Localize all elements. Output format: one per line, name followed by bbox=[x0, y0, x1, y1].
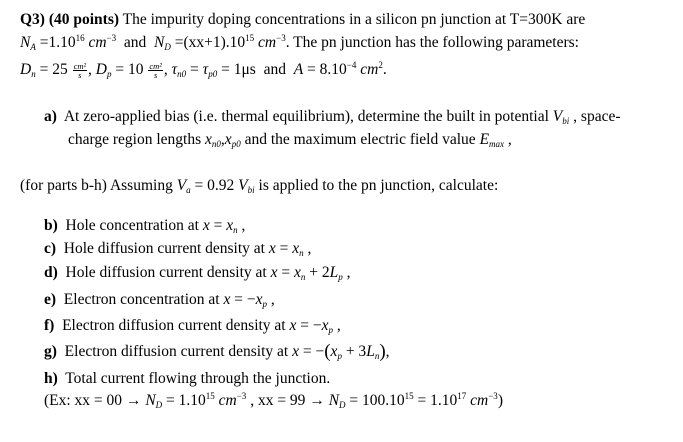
part-d: d) Hole diffusion current density at $x = x_n + 2L_p$ , bbox=[44, 264, 351, 282]
question-number: Q3) bbox=[20, 11, 45, 28]
part-f-text: Electron diffusion current density at bbox=[62, 317, 286, 334]
part-b-text: Hole concentration at bbox=[65, 217, 199, 234]
params-intro: . The pn junction has the following parameters: bbox=[285, 34, 579, 51]
tau-value: = 1μs bbox=[221, 61, 256, 78]
example-exp-1: 15 bbox=[205, 391, 215, 401]
question-header-line-2: $N_A =1.10^{16}$ $cm^{-3}$ and $N_D =(xx+1).10^{15}$ $cm^{-3}$. The pn junction has the following parameters: bbox=[20, 33, 579, 52]
na-value: =1.10 bbox=[39, 34, 76, 51]
na-unit-exponent: −3 bbox=[106, 33, 117, 43]
part-e: e) Electron concentration at $x = -x_p$ , bbox=[44, 291, 275, 309]
example-start: (Ex: xx = 00 bbox=[44, 392, 123, 409]
part-b: b) Hole concentration at $x = x_n$ , bbox=[44, 217, 246, 235]
part-a-line-1: a) At zero-applied bias (i.e. thermal equilibrium), determine the built in potential $V_{bi}$ , space- bbox=[44, 108, 621, 126]
example-unit-1: cm bbox=[218, 392, 237, 409]
dp-unit-fraction: $\frac{\text{cm²}}{s}$ bbox=[149, 60, 162, 80]
na-unit: cm bbox=[88, 34, 107, 51]
part-a-text-mid: and the maximum electric field value bbox=[244, 131, 476, 148]
part-a-label: a) bbox=[44, 108, 57, 125]
applied-voltage-value: = 0.92 bbox=[194, 177, 235, 194]
part-b-label: b) bbox=[44, 217, 58, 234]
nd-unit-exponent: −3 bbox=[276, 33, 286, 43]
dn-value: = 25 bbox=[39, 61, 68, 78]
example-unit-exp-1: −3 bbox=[236, 391, 247, 401]
part-g-text: Electron diffusion current density at bbox=[64, 343, 289, 360]
part-h-label: h) bbox=[44, 370, 58, 387]
question-intro: The impurity doping concentrations in a silicon pn junction at T=300K are bbox=[122, 11, 586, 28]
part-g-plus: + 3 bbox=[345, 343, 367, 360]
area-exponent: −4 bbox=[346, 60, 357, 70]
part-a-line-2: charge region lengths $x_{n0},x_{p0}$ and the maximum electric field value $E_{max}$ , bbox=[68, 131, 512, 149]
example-unit-exp-2: −3 bbox=[488, 391, 498, 401]
assumption-line: (for parts b-h) Assuming $V_a = 0.92$ $V_{bi}$ is applied to the pn junction, calculate: bbox=[20, 177, 499, 195]
part-d-text: Hole diffusion current density at bbox=[65, 264, 267, 281]
area-unit: cm bbox=[360, 61, 379, 78]
question-header-line-3: $D_n = 25$ $\frac{\text{cm²}}{s}$ , $D_p = 10$ $\frac{\text{cm²}}{s}$ , $\tau_{n0} = \tau_{p0} = 1\mu s$ and $A = 8.10^{-4}$ $cm^2$. bbox=[20, 60, 387, 80]
assumption-text: (for parts b-h) Assuming bbox=[20, 177, 173, 194]
example-end: ) bbox=[497, 392, 503, 409]
part-h bbox=[44, 369, 330, 389]
and-text-1: and bbox=[123, 34, 147, 51]
part-d-label: d) bbox=[44, 264, 58, 281]
nd-value: =(xx+1).10 bbox=[174, 34, 246, 51]
example-line: (Ex: xx = $00 \to N_D = 1.10^{15}$ $cm^{-3}$ , xx = $99 \to N_D = 100.10^{15} = 1.10^{17}$ $cm^{-3}$) bbox=[44, 391, 503, 410]
example-unit-2: cm bbox=[470, 392, 489, 409]
example-nd-2: = 100.10 bbox=[349, 392, 405, 409]
area-value: = 8.10 bbox=[307, 61, 347, 78]
na-exponent: 16 bbox=[75, 33, 85, 43]
part-a-text-2: charge region lengths bbox=[68, 131, 202, 148]
part-a-text-end: , space- bbox=[573, 108, 621, 125]
example-exp-3: 17 bbox=[457, 391, 467, 401]
part-a-text-end-2: , bbox=[507, 131, 512, 148]
part-e-text: Electron concentration at bbox=[63, 291, 220, 308]
question-points: (40 points) bbox=[48, 11, 120, 28]
part-f: f) Electron diffusion current density at $x = -x_p$ , bbox=[44, 317, 341, 335]
part-a-text: At zero-applied bias (i.e. thermal equilibrium), determine the built in potential bbox=[63, 108, 549, 125]
example-mid: , xx = 99 bbox=[250, 392, 306, 409]
part-c-text: Hole diffusion current density at bbox=[63, 240, 265, 257]
part-h-text: Total current flowing through the junction. bbox=[65, 370, 331, 387]
area-unit-exponent: 2 bbox=[378, 60, 383, 70]
example-exp-2: 15 bbox=[404, 391, 414, 401]
arrow-icon: → bbox=[125, 392, 142, 409]
question-header-line-1 bbox=[20, 10, 585, 30]
part-c: c) Hole diffusion current density at $x = x_n$ , bbox=[44, 240, 312, 258]
dp-value: = 10 bbox=[115, 61, 144, 78]
nd-unit: cm bbox=[258, 34, 277, 51]
part-e-label: e) bbox=[44, 291, 57, 308]
nd-exponent: 15 bbox=[245, 33, 255, 43]
part-d-plus: + 2 bbox=[309, 264, 330, 281]
arrow-icon: → bbox=[309, 392, 325, 409]
dn-unit-fraction: $\frac{\text{cm²}}{s}$ bbox=[73, 60, 87, 80]
and-text-2: and bbox=[263, 61, 286, 78]
part-g: g) Electron diffusion current density at $x = -(x_p + 3L_n)$, bbox=[44, 341, 390, 362]
assumption-text-2: is applied to the pn junction, calculate: bbox=[258, 177, 499, 194]
part-c-label: c) bbox=[44, 240, 57, 257]
example-eq-2: = 1.10 bbox=[417, 392, 458, 409]
part-g-label: g) bbox=[44, 343, 57, 360]
part-f-label: f) bbox=[44, 317, 55, 334]
example-nd-1: = 1.10 bbox=[166, 392, 206, 409]
